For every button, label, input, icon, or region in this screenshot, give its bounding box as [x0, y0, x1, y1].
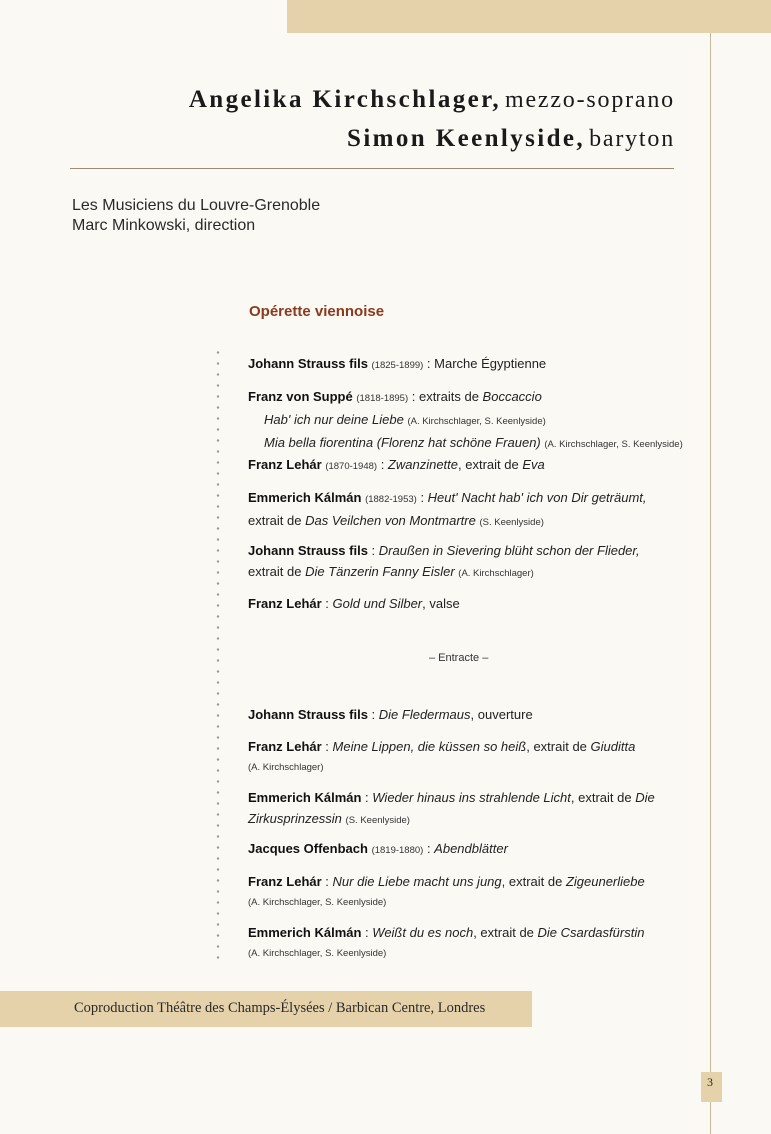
work-genre: , ouverture — [470, 707, 533, 722]
source-work: Giuditta — [590, 739, 636, 754]
performers: (A. Kirchschlager) — [248, 762, 324, 773]
separator: : — [423, 356, 435, 371]
separator: : — [423, 841, 435, 856]
right-margin-rule — [710, 33, 711, 1134]
program-item-3 — [248, 454, 545, 477]
composer: Emmerich Kálmán — [248, 925, 362, 940]
performer-2-role: baryton — [589, 126, 675, 152]
composer: Franz Lehár — [248, 457, 322, 472]
coproduction-credit: Coproduction Théâtre des Champs-Élysées / Barbican Centre, Londres — [74, 1000, 486, 1016]
performers: (A. Kirchschlager, S. Keenlyside) — [248, 897, 387, 908]
dotted-margin-line — [216, 347, 220, 962]
separator: : — [377, 457, 388, 472]
composer-dates: (1870-1948) — [325, 461, 378, 472]
separator: : — [367, 707, 379, 722]
performer-line-2 — [347, 125, 675, 153]
separator: : — [367, 543, 379, 558]
composer: Emmerich Kálmán — [248, 490, 362, 505]
composer: Johann Strauss fils — [248, 543, 368, 558]
separator: : — [321, 596, 333, 611]
composer: Emmerich Kálmán — [248, 790, 362, 805]
performer-2-name: Simon Keenlyside, — [347, 125, 586, 152]
work-title: Die Fledermaus — [378, 707, 471, 722]
work-title: Wieder hinaus ins strahlende Licht — [372, 790, 571, 805]
composer: Johann Strauss fils — [248, 707, 368, 722]
work-title: Weißt du es noch — [372, 925, 474, 940]
separator: : — [361, 925, 373, 940]
extract-of: , extrait de — [501, 874, 566, 889]
source-work-part-2: Zirkusprinzessin — [248, 811, 342, 826]
extract-of: , extrait de — [526, 739, 591, 754]
extract-of: extrait de — [248, 564, 306, 579]
source-work: Eva — [522, 457, 545, 472]
extract-of: , extrait de — [458, 457, 523, 472]
program-item-12 — [248, 922, 644, 964]
performers: (A. Kirchschlager, S. Keenlyside) — [544, 439, 683, 450]
program-item-8 — [248, 736, 635, 778]
page-number: 3 — [707, 1075, 713, 1089]
extract-of: , extrait de — [570, 790, 636, 805]
extract-of: extrait de — [248, 513, 306, 528]
separator: : — [361, 790, 373, 805]
program-item-9 — [248, 787, 655, 831]
composer-dates: (1825-1899) — [371, 360, 424, 371]
work-title: Nur die Liebe macht uns jung — [332, 874, 502, 889]
program-item-2 — [248, 386, 683, 455]
performers: (A. Kirchschlager, S. Keenlyside) — [407, 416, 546, 427]
source-work: Die Csardasfürstin — [537, 925, 645, 940]
performers: (A. Kirchschlager, S. Keenlyside) — [248, 948, 387, 959]
section-title: Opérette viennoise — [249, 303, 385, 320]
conductor-name: Marc Minkowski, direction — [72, 217, 256, 234]
performers: (A. Kirchschlager) — [458, 568, 534, 579]
source-work-part-1: Die — [635, 790, 655, 805]
composer-dates: (1818-1895) — [356, 393, 409, 404]
program-item-1 — [248, 353, 546, 376]
extract-of: , extrait de — [473, 925, 538, 940]
composer: Franz von Suppé — [248, 389, 353, 404]
program-item-10 — [248, 838, 508, 861]
program-item-7 — [248, 704, 533, 725]
separator: : — [321, 874, 333, 889]
composer: Jacques Offenbach — [248, 841, 368, 856]
program-item-4 — [248, 487, 647, 533]
composer: Franz Lehár — [248, 874, 322, 889]
work-title: Marche Égyptienne — [434, 356, 547, 371]
program-item-11 — [248, 871, 645, 913]
work-title: Abendblätter — [434, 841, 508, 856]
work-title: Meine Lippen, die küssen so heiß — [332, 739, 527, 754]
separator: : — [321, 739, 333, 754]
ensemble-block — [72, 196, 320, 236]
source-work: Zigeunerliebe — [565, 874, 645, 889]
source-work: Das Veilchen von Montmartre — [305, 513, 476, 528]
separator: : extraits de — [408, 389, 483, 404]
intermission-label: – Entracte – — [429, 652, 489, 664]
composer: Franz Lehár — [248, 596, 322, 611]
work-title: Gold und Silber — [332, 596, 423, 611]
composer: Johann Strauss fils — [248, 356, 368, 371]
excerpt-title-2: Mia bella fiorentina (Florenz hat schöne Frauen) — [264, 435, 541, 450]
composer-dates: (1819-1880) — [371, 845, 424, 856]
composer-dates: (1882-1953) — [365, 494, 417, 505]
performers: (S. Keenlyside) — [479, 517, 544, 528]
program-item-5 — [248, 540, 640, 584]
performer-1-role: mezzo-soprano — [504, 87, 675, 113]
separator: : — [416, 490, 428, 505]
work-genre: , valse — [422, 596, 460, 611]
performers: (S. Keenlyside) — [345, 815, 410, 826]
excerpt-title-1: Hab' ich nur deine Liebe — [264, 412, 404, 427]
top-decor-band — [287, 0, 771, 33]
source-work: Die Tänzerin Fanny Eisler — [305, 564, 455, 579]
header-divider — [70, 168, 674, 169]
work-title: Heut' Nacht hab' ich von Dir geträumt, — [427, 490, 647, 505]
orchestra-name: Les Musiciens du Louvre-Grenoble — [72, 197, 321, 214]
performer-line-1 — [189, 86, 675, 114]
work-title: Boccaccio — [482, 389, 542, 404]
composer: Franz Lehár — [248, 739, 322, 754]
program-item-6 — [248, 593, 460, 614]
performer-1-name: Angelika Kirchschlager, — [188, 86, 501, 113]
work-title: Zwanzinette — [387, 457, 459, 472]
work-title: Draußen in Sievering blüht schon der Flieder, — [378, 543, 640, 558]
